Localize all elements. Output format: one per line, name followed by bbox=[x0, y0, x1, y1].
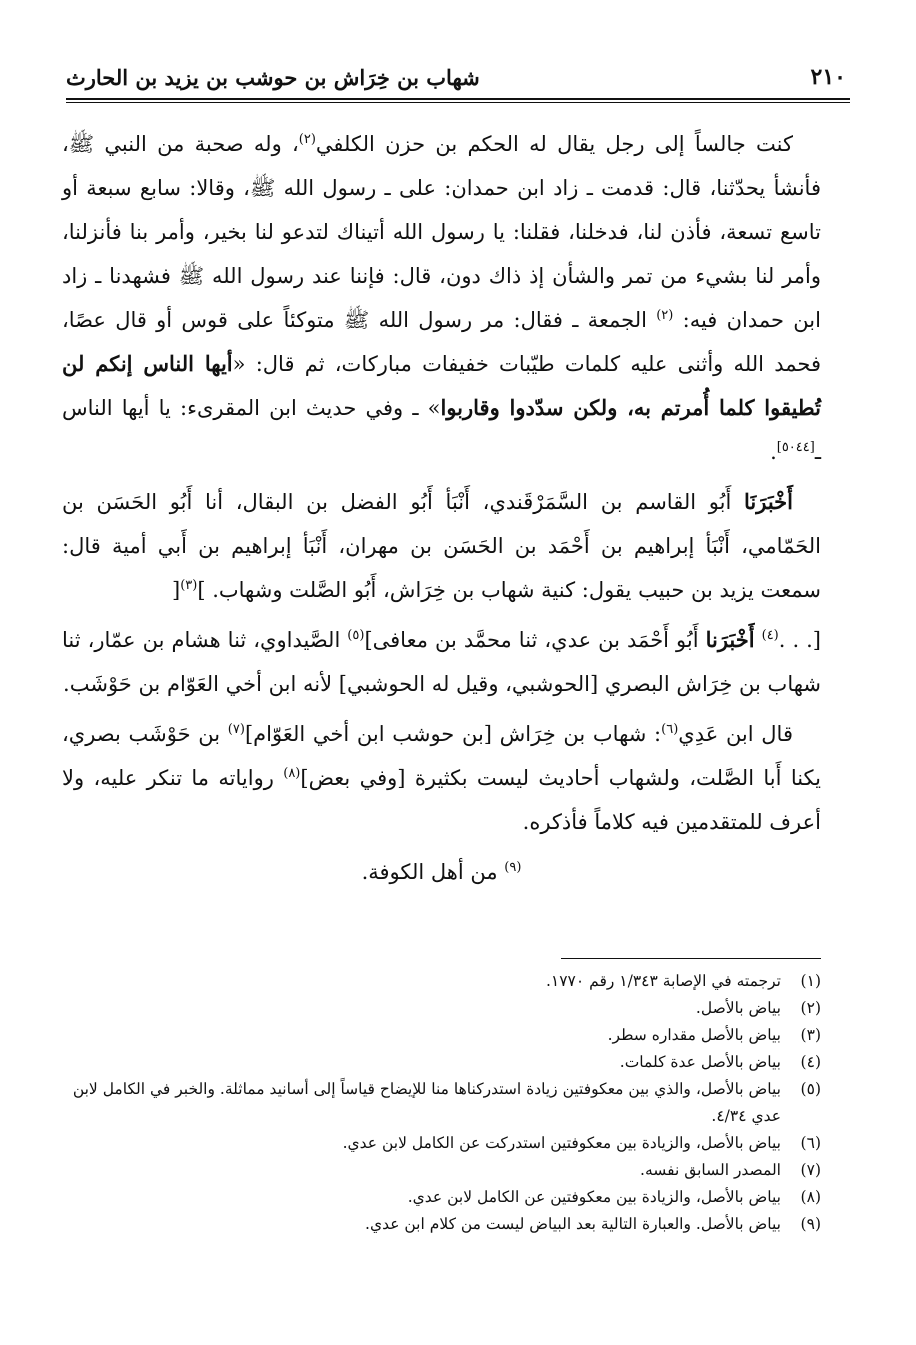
text-span bbox=[755, 628, 762, 652]
text-span: كنت جالساً إلى رجل يقال له الحكم بن حزن الكلفي bbox=[315, 132, 793, 156]
footnote-ref: (٢) bbox=[656, 308, 674, 323]
text-span: رواياته ما تنكر عليه، ولا أعرف للمتقدمين فيه كلاماً فأذكره. bbox=[62, 766, 821, 834]
page-header bbox=[66, 58, 846, 98]
text-span: أَبُو القاسم بن السَّمَرْقَندي، أَنْبَأ أَبُو الفضل بن البقال، أنا أَبُو الحَسَن بن الحَمّامي، أَنْبَأ إبراهيم بن أَحْمَد بن الحَسَن بن مهران، أَنْبَأ إبراهيم بن أَبي أمية قال: سمعت يزيد بن حبيب يقول: كنية شهاب بن خِرَاش، أَبُو الصَّلت وشهاب. ] bbox=[62, 490, 821, 602]
footnote-text: بياض بالأصل عدة كلمات. bbox=[619, 1053, 781, 1071]
footnote-text: بياض بالأصل، والزيادة بين معكوفتين استدركت عن الكامل لابن عدي. bbox=[342, 1134, 781, 1152]
footnote bbox=[70, 1076, 821, 1130]
footnote-text: ترجمته في الإصابة ١/٣٤٣ رقم ١٧٧٠. bbox=[545, 972, 781, 990]
footnote-number: (٧) bbox=[800, 1161, 821, 1179]
footnote bbox=[70, 1049, 821, 1076]
paragraph-1 bbox=[62, 122, 821, 474]
footnote-ref: (٣) bbox=[180, 578, 198, 593]
text-span: بن حَوْشَب بصري، يكنا أَبا الصَّلت، ولشهاب أحاديث ليست بكثيرة [وفي بعض] bbox=[62, 722, 821, 790]
footnote bbox=[70, 1130, 821, 1157]
text-span: » ـ وفي حديث ابن المقرىء: يا أيها الناس ـ bbox=[62, 396, 821, 464]
text-span: [. . . bbox=[778, 628, 822, 652]
footnote-text: بياض بالأصل. bbox=[695, 999, 781, 1017]
footnote-number: (٦) bbox=[800, 1134, 821, 1152]
footnote bbox=[70, 1157, 821, 1184]
paragraph-4 bbox=[62, 712, 821, 844]
isnad-keyword: أَخْبَرَنَا bbox=[744, 489, 793, 514]
text-span: أَبُو أَحْمَد بن عدي، ثنا محمَّد بن معافى] bbox=[364, 628, 706, 652]
text-span: الجمعة ـ فقال: مر رسول الله ﷺ متوكئاً على قوس أو قال عصًا، فحمد الله وأثنى عليه كلمات طيّبات خفيفات مباركات، ثم قال: « bbox=[62, 308, 821, 376]
footnote-ref: (٦) bbox=[661, 722, 679, 737]
footnotes bbox=[70, 968, 821, 1238]
running-title: شهاب بن خِرَاش بن حوشب بن يزيد بن الحارث bbox=[66, 65, 480, 90]
footnote-number: (٣) bbox=[800, 1026, 821, 1044]
footnote-ref: (٨) bbox=[283, 766, 301, 781]
footnote bbox=[70, 995, 821, 1022]
footnote-number: (٢) bbox=[800, 999, 821, 1017]
footnote-text: بياض بالأصل، والزيادة بين معكوفتين عن الكامل لابن عدي. bbox=[407, 1188, 781, 1206]
footnote bbox=[70, 1211, 821, 1238]
text-span: الصَّيداوي، ثنا هشام بن عمّار، ثنا شهاب بن خِرَاش البصري [الحوشبي، وقيل له الحوشبي] لأنه ابن أخي العَوّام بن حَوْشَب. bbox=[62, 628, 821, 696]
footnote-number: (١) bbox=[800, 972, 821, 990]
hadith-number: [٥٠٤٤] bbox=[776, 440, 815, 455]
footnote bbox=[70, 1022, 821, 1049]
text-span: . bbox=[770, 440, 777, 464]
footnote-separator bbox=[561, 958, 821, 959]
footnote-text: بياض بالأصل. والعبارة التالية بعد البياض ليست من كلام ابن عدي. bbox=[365, 1215, 781, 1233]
text-span: [ bbox=[171, 578, 181, 602]
footnote-ref: (٤) bbox=[761, 628, 779, 643]
footnote-number: (٥) bbox=[800, 1080, 821, 1098]
footnote-ref: (٧) bbox=[227, 722, 245, 737]
page-number: ٢١٠ bbox=[810, 64, 846, 90]
hadith-quote: أيها الناس إنكم لن تُطيقوا كلما أُمرتم به، ولكن سدّدوا وقاربوا bbox=[62, 351, 822, 420]
text-span: ، وله صحبة من النبي ﷺ، فأنشأ يحدّثنا، قال: قدمت ـ زاد ابن حمدان: على ـ رسول الله ﷺ، وقالا: سابع سبعة أو تاسع تسعة، فأذن لنا، فدخلنا، فقلنا: يا رسول الله أتيناك لتدعو لنا بخير، وأمر بنا فأنزلنا، وأمر لنا بشيء من تمر والشأن إذ ذاك دون، قال: فإننا عند رسول الله ﷺ فشهدنا ـ زاد ابن حمدان فيه: bbox=[62, 132, 821, 332]
header-rule bbox=[66, 98, 850, 100]
footnote-number: (٤) bbox=[800, 1053, 821, 1071]
footnote-text: بياض بالأصل، والذي بين معكوفتين زيادة استدركناها منا للإيضاح قياساً إلى أسانيد مماثلة. والخبر في الكامل لابن عدي ٤/٣٤. bbox=[72, 1080, 781, 1125]
footnote-number: (٨) bbox=[800, 1188, 821, 1206]
footnote bbox=[70, 1184, 821, 1211]
footnote-number: (٩) bbox=[800, 1215, 821, 1233]
text-span: : شهاب بن خِرَاش [بن حوشب ابن أخي العَوّام] bbox=[244, 722, 662, 746]
paragraph-5 bbox=[62, 850, 821, 894]
isnad-keyword: أَخْبَرَنا bbox=[705, 627, 755, 652]
footnote-text: بياض بالأصل مقداره سطر. bbox=[607, 1026, 781, 1044]
header-rule-thin bbox=[66, 102, 850, 103]
footnote-ref: (٥) bbox=[347, 628, 365, 643]
paragraph-3 bbox=[62, 618, 821, 706]
paragraph-2 bbox=[62, 480, 821, 612]
footnote bbox=[70, 968, 821, 995]
main-text bbox=[62, 122, 821, 900]
text-span: قال ابن عَدِي bbox=[678, 722, 793, 746]
text-span: من أهل الكوفة. bbox=[361, 860, 505, 884]
footnote-ref: (٩) bbox=[504, 860, 522, 875]
footnote-ref: (٢) bbox=[298, 132, 316, 147]
footnote-text: المصدر السابق نفسه. bbox=[640, 1161, 781, 1179]
